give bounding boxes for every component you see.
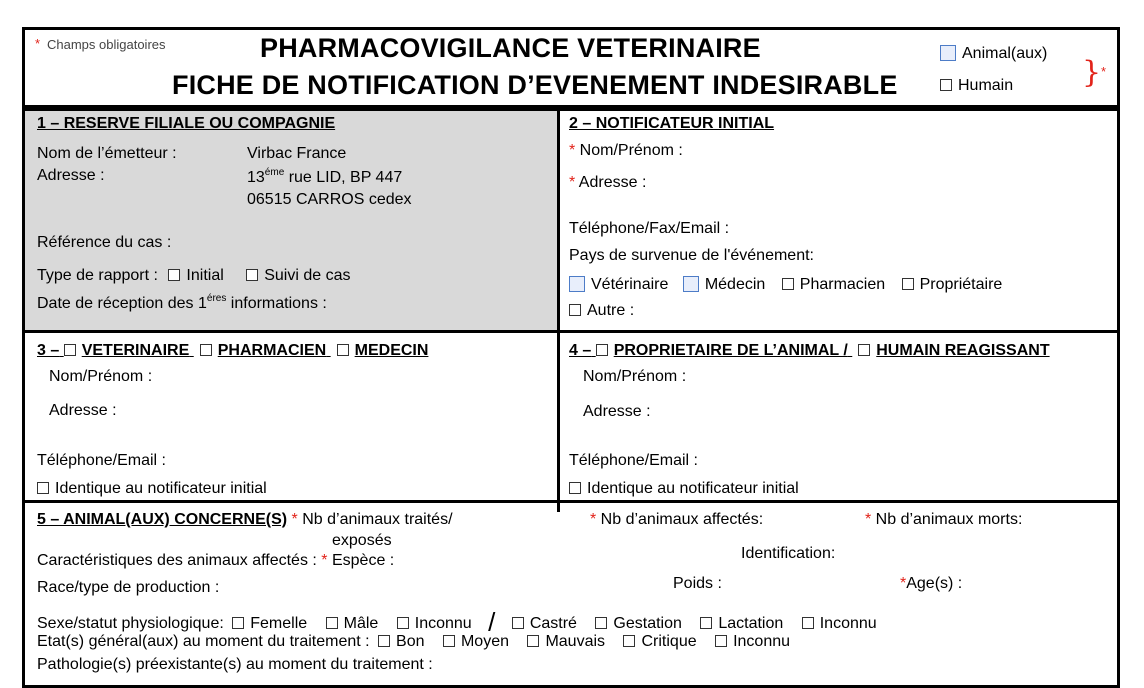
reception-date-text: Date de réception des 1 (37, 295, 207, 312)
option-human-label: Humain (958, 77, 1014, 94)
age-field: *Age(s) : (900, 575, 963, 592)
section4-title (569, 342, 1050, 360)
followup-checkbox[interactable] (246, 269, 258, 281)
s2-name: * Nom/Prénom : (569, 142, 683, 159)
report-type-label: Type de rapport : (37, 267, 158, 284)
characteristics: Caractéristiques des animaux affectés : * Espèce : (37, 552, 395, 569)
initial-checkbox[interactable] (168, 269, 180, 281)
owner-label: Propriétaire (919, 276, 1003, 293)
section3-title (37, 342, 428, 360)
castrated-label: Castré (529, 615, 577, 632)
separator-slash: / (488, 607, 496, 637)
dead-count-label: Nb d’animaux morts: (875, 511, 1023, 528)
s3-med-label: MEDECIN (354, 342, 429, 359)
s2-other (569, 302, 634, 320)
s3-med-checkbox[interactable] (337, 344, 349, 356)
state-critical-label: Critique (641, 633, 697, 650)
vet-label: Vétérinaire (591, 276, 669, 293)
lactation-label: Lactation (718, 615, 784, 632)
affected-count: * Nb d’animaux affectés: (590, 511, 764, 528)
report-type (37, 267, 351, 285)
vet-checkbox[interactable] (569, 276, 585, 292)
s4-address: Adresse : (583, 403, 651, 420)
med-checkbox[interactable] (683, 276, 699, 292)
weight-label: Poids : (673, 575, 722, 592)
s4-owner-checkbox[interactable] (596, 344, 608, 356)
emitter-label: Nom de l’émetteur : (37, 145, 177, 162)
female-checkbox[interactable] (232, 617, 244, 629)
s2-country: Pays de survenue de l'événement: (569, 247, 814, 264)
s3-phone: Téléphone/Email : (37, 452, 166, 469)
s3-pharm-checkbox[interactable] (200, 344, 212, 356)
address-line2: 06515 CARROS cedex (247, 191, 412, 208)
s3-prefix: 3 – (37, 342, 60, 359)
s2-address-label: Adresse : (578, 174, 647, 191)
followup-label: Suivi de cas (264, 267, 351, 284)
section1-title: 1 – RESERVE FILIALE OU COMPAGNIE (37, 115, 336, 132)
race-label: Race/type de production : (37, 579, 220, 596)
s2-name-label: Nom/Prénom : (579, 142, 683, 159)
lactation-checkbox[interactable] (700, 617, 712, 629)
s4-same-checkbox[interactable] (569, 482, 581, 494)
s4-human-label: HUMAIN REAGISSANT (876, 342, 1050, 359)
general-state-label: Etat(s) général(aux) au moment du traitement : (37, 633, 370, 650)
sex-status-label: Sexe/statut physiologique: (37, 615, 224, 632)
s2-role-options (569, 276, 1002, 294)
s3-same (37, 480, 267, 498)
row-divider-2 (22, 500, 1120, 503)
characteristics-label: Caractéristiques des animaux affectés : (37, 552, 317, 569)
section5-header: 5 – ANIMAL(AUX) CONCERNE(S) * Nb d’animaux traités/ (37, 511, 453, 528)
s4-same (569, 480, 799, 498)
preexisting-pathology: Pathologie(s) préexistante(s) au moment du traitement : (37, 656, 433, 673)
age-label: Age(s) : (906, 575, 963, 592)
gestation-checkbox[interactable] (595, 617, 607, 629)
sex-unknown-checkbox[interactable] (397, 617, 409, 629)
s4-same-label: Identique au notificateur initial (587, 480, 799, 497)
status-unknown-label: Inconnu (819, 615, 877, 632)
owner-checkbox[interactable] (902, 278, 914, 290)
pharm-checkbox[interactable] (782, 278, 794, 290)
reception-date-sup: éres (206, 293, 227, 304)
s4-prefix: 4 – (569, 342, 592, 359)
male-label: Mâle (343, 615, 379, 632)
row-divider-1 (22, 330, 1120, 333)
state-unknown-checkbox[interactable] (715, 635, 727, 647)
s4-phone: Téléphone/Email : (569, 452, 698, 469)
med-label: Médecin (704, 276, 766, 293)
castrated-checkbox[interactable] (512, 617, 524, 629)
address-line1 (247, 167, 402, 187)
s4-owner-label: PROPRIETAIRE DE L’ANIMAL / (613, 342, 848, 359)
section5-title: 5 – ANIMAL(AUX) CONCERNE(S) (37, 511, 288, 528)
emitter-value: Virbac France (247, 145, 347, 162)
required-note: Champs obligatoires (47, 37, 166, 52)
other-checkbox[interactable] (569, 304, 581, 316)
species-label: Espèce : (331, 552, 395, 569)
s3-vet-label: VETERINAIRE (81, 342, 190, 359)
s3-address: Adresse : (49, 402, 117, 419)
bracket-star: * (1101, 64, 1107, 79)
address-label: Adresse : (37, 167, 105, 184)
state-mid-checkbox[interactable] (443, 635, 455, 647)
address-street: rue LID, BP 447 (284, 169, 403, 186)
dead-count: * Nb d’animaux morts: (865, 511, 1023, 528)
s2-phone: Téléphone/Fax/Email : (569, 220, 730, 237)
option-human[interactable] (940, 77, 1013, 95)
address-sup: éme (264, 167, 285, 178)
state-critical-checkbox[interactable] (623, 635, 635, 647)
pharm-label: Pharmacien (799, 276, 886, 293)
s3-vet-checkbox[interactable] (64, 344, 76, 356)
treated-count-label-2: exposés (332, 532, 392, 549)
general-state-row (37, 633, 790, 651)
section2-title: 2 – NOTIFICATEUR INITIAL (569, 115, 775, 132)
reception-date-suffix: informations : (226, 295, 327, 312)
animal-checkbox[interactable] (940, 45, 956, 61)
column-divider (557, 108, 560, 512)
status-unknown-checkbox[interactable] (802, 617, 814, 629)
state-good-label: Bon (396, 633, 425, 650)
female-label: Femelle (250, 615, 308, 632)
state-good-checkbox[interactable] (378, 635, 390, 647)
initial-label: Initial (186, 267, 224, 284)
s4-name: Nom/Prénom : (583, 368, 687, 385)
s2-address: * Adresse : (569, 174, 647, 191)
option-animal-label: Animal(aux) (962, 45, 1048, 62)
sex-unknown-label: Inconnu (414, 615, 472, 632)
state-bad-checkbox[interactable] (527, 635, 539, 647)
affected-count-label: Nb d’animaux affectés: (600, 511, 764, 528)
main-box (22, 108, 1120, 688)
required-star: * (35, 36, 41, 51)
case-reference: Référence du cas : (37, 234, 172, 251)
form-title-line2: FICHE DE NOTIFICATION D’EVENEMENT INDESIRABLE (172, 70, 898, 100)
bracket-brace: } (1082, 55, 1102, 90)
human-checkbox[interactable] (940, 79, 952, 91)
s4-human-checkbox[interactable] (858, 344, 870, 356)
s3-same-label: Identique au notificateur initial (55, 480, 267, 497)
s3-same-checkbox[interactable] (37, 482, 49, 494)
male-checkbox[interactable] (326, 617, 338, 629)
s3-name: Nom/Prénom : (49, 368, 153, 385)
state-bad-label: Mauvais (545, 633, 606, 650)
state-unknown-label: Inconnu (733, 633, 791, 650)
state-mid-label: Moyen (460, 633, 509, 650)
other-label: Autre : (587, 302, 635, 319)
treated-count-label: Nb d’animaux traités/ (302, 511, 453, 528)
form-title-line1: PHARMACOVIGILANCE VETERINAIRE (260, 33, 761, 63)
option-animal[interactable] (940, 45, 1047, 63)
identification-label: Identification: (741, 545, 836, 562)
address-number: 13 (247, 169, 265, 186)
reception-date (37, 293, 327, 313)
s3-pharm-label: PHARMACIEN (217, 342, 327, 359)
gestation-label: Gestation (613, 615, 682, 632)
